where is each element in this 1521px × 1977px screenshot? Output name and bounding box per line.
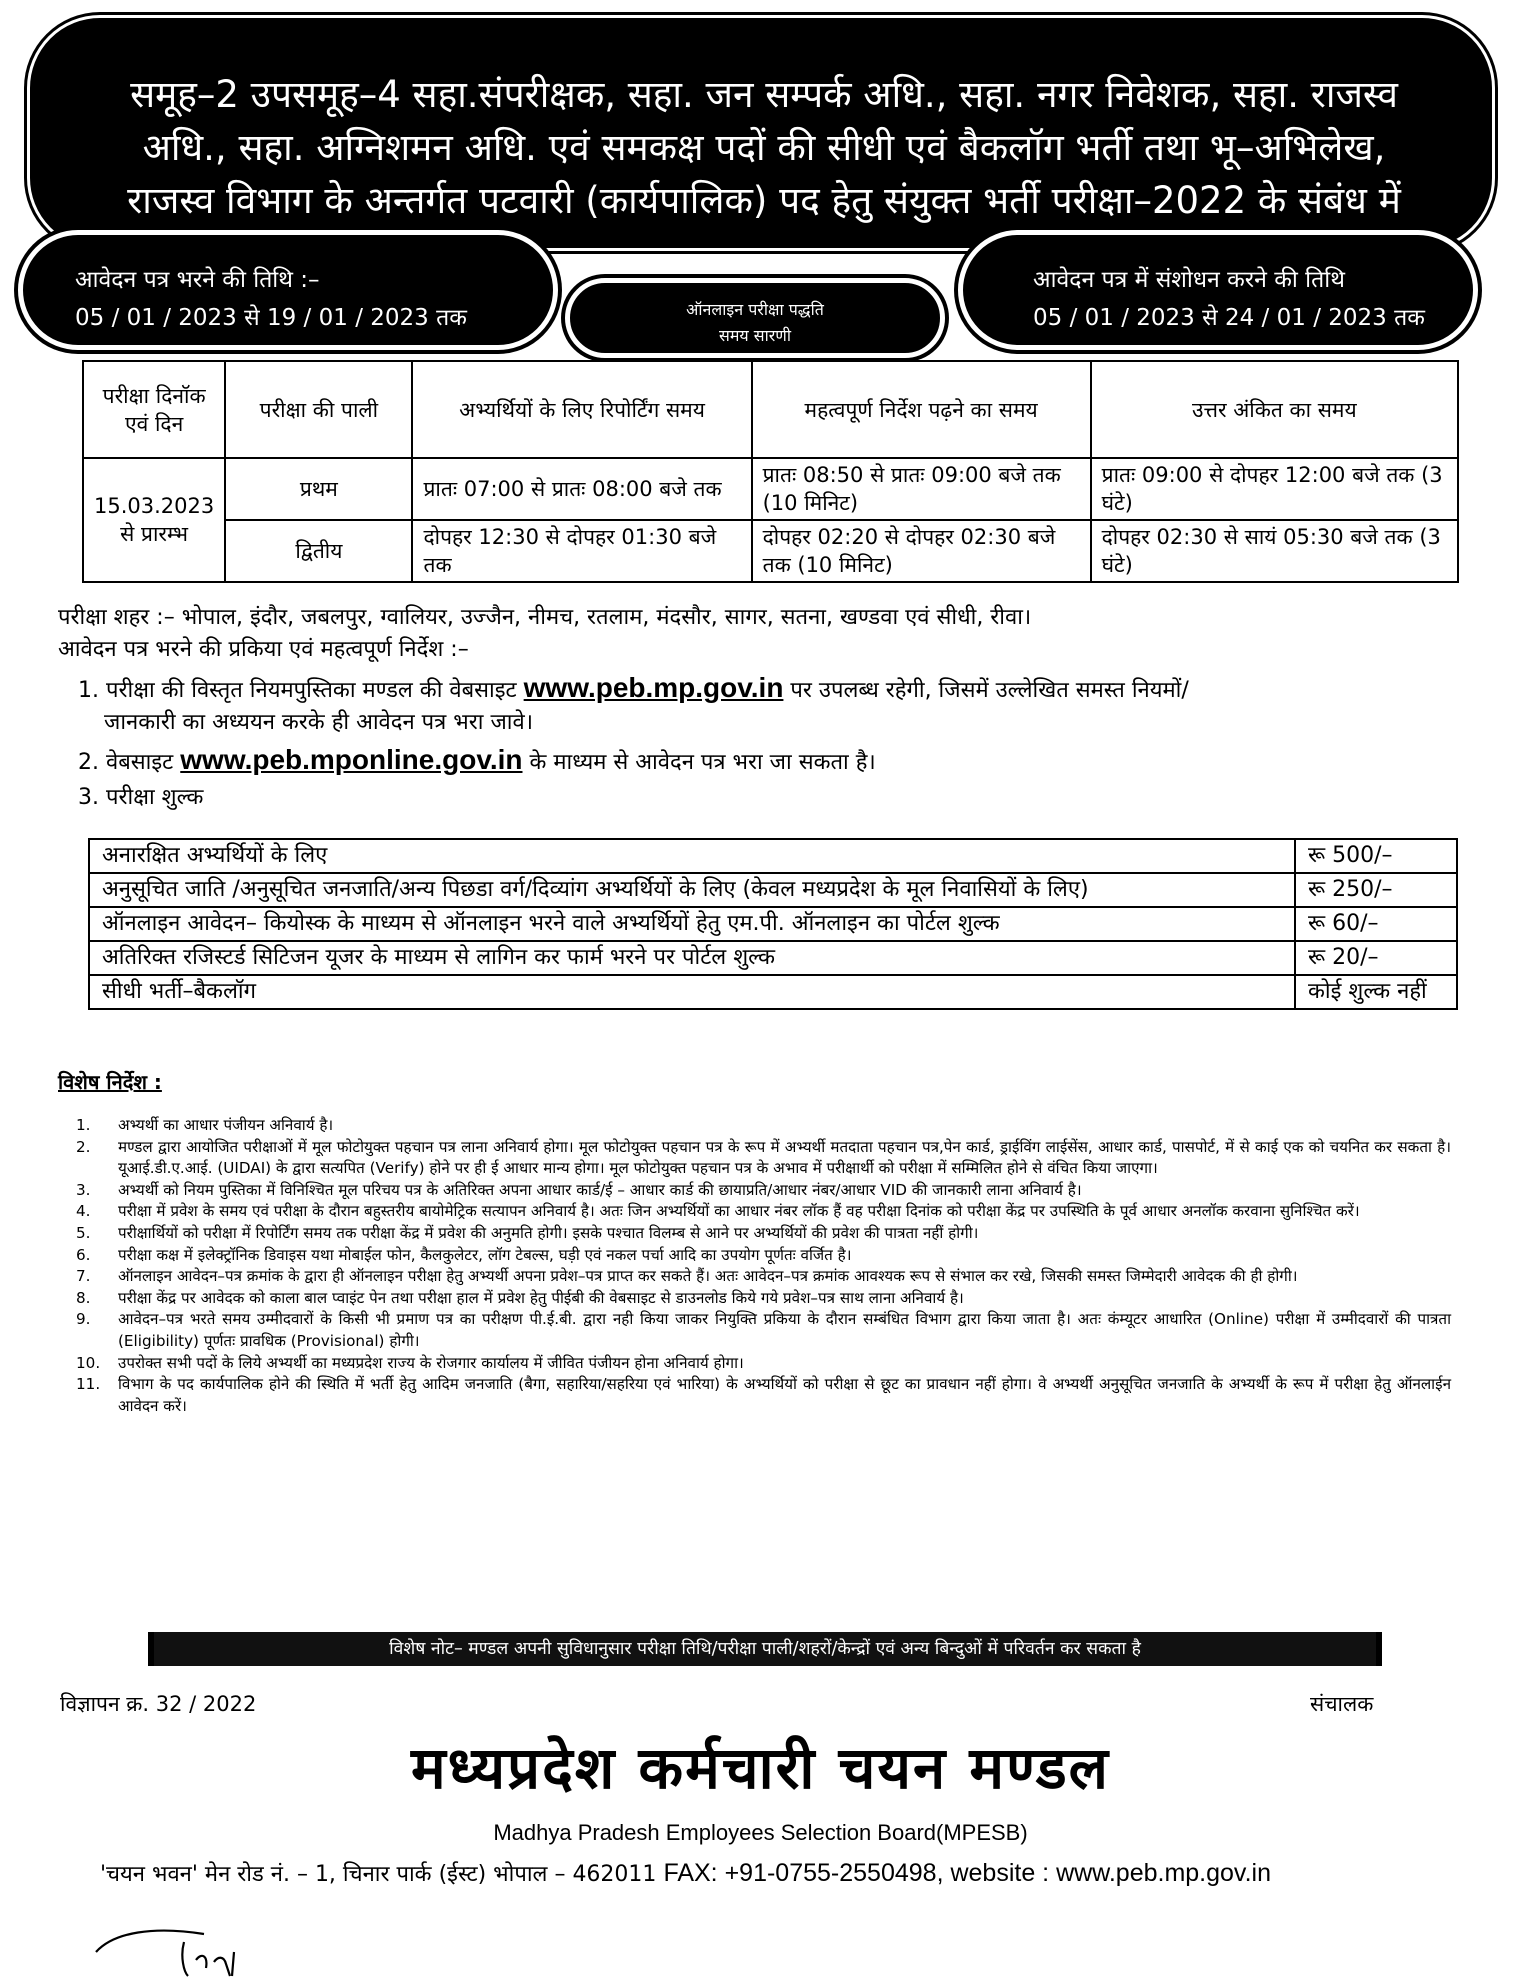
- list-item-num: 6.: [76, 1245, 91, 1264]
- list-item-num: 7.: [76, 1267, 91, 1286]
- list-item-text: परीक्षा कक्ष में इलेक्ट्रॉनिक डिवाइस यथा मोबाईल फोन, कैलकुलेटर, लॉग टेबल्स, घड़ी एवं नकल पर्चा आदि का उपयोग पूर्णतः वर्जित है।: [118, 1245, 852, 1264]
- list-item-num: 4.: [76, 1202, 91, 1221]
- address-contact: FAX: +91-0755-2550498, website : www.peb.mp.gov.in: [663, 1859, 1271, 1887]
- table-row: [89, 907, 1457, 941]
- application-dates-range: 05 / 01 / 2023 से 19 / 01 / 2023 तक: [75, 305, 467, 331]
- list-item-num: 8.: [76, 1288, 91, 1307]
- board-name-english: Madhya Pradesh Employees Selection Board(MPESB): [493, 1820, 1028, 1845]
- list-item: [76, 1288, 1451, 1310]
- list-item-text: परीक्षा केंद्र पर आवेदक को काला बाल प्वाइंट पेन तथा परीक्षा हाल में प्रवेश हेतु पीईबी की वेबसाइट से डाउनलोड किये गये प्रवेश–पत्र साथ लाना अनिवार्य है।: [118, 1288, 964, 1307]
- list-item: [76, 1374, 1451, 1417]
- signature-icon: [84, 1912, 284, 1977]
- list-item: [76, 1180, 1451, 1202]
- application-dates-label: आवेदन पत्र भरने की तिथि :–: [75, 267, 320, 293]
- list-item: [76, 1266, 1451, 1288]
- table-row: [83, 458, 1458, 520]
- fee-amount-cell: रू 500/–: [1295, 839, 1457, 873]
- director-label: संचालक: [1310, 1692, 1374, 1716]
- exam-mode-line2: समय सारणी: [719, 326, 791, 345]
- list-item: [76, 1137, 1451, 1180]
- mponline-website-link[interactable]: www.peb.mponline.gov.in: [180, 744, 523, 775]
- process-item-2-text: वेबसाइट: [106, 750, 174, 775]
- list-item-num: 2.: [76, 1137, 91, 1156]
- reporting-time-cell: प्रातः 07:00 से प्रातः 08:00 बजे तक: [412, 458, 751, 520]
- fee-amount-cell: कोई शुल्क नहीं: [1295, 975, 1457, 1009]
- list-item-num: 10.: [76, 1353, 101, 1372]
- table-row: [89, 941, 1457, 975]
- schedule-header-date: परीक्षा दिनॉक एवं दिन: [83, 361, 225, 458]
- list-item: [76, 1201, 1451, 1223]
- list-item-text: परीक्षा में प्रवेश के समय एवं परीक्षा के दौरान बहुस्तरीय बायोमेट्रिक सत्यापन अनिवार्य है। अतः जिन अभ्यर्थियों का आधार नंबर लॉक हैं वह परीक्षा दिनांक को परीक्षा केंद्र पर उपस्थिति के पूर्व आधार अनलॉक करवाना सुनिश्चित करें।: [118, 1202, 1360, 1221]
- peb-website-link[interactable]: www.peb.mp.gov.in: [523, 672, 784, 703]
- fee-category-cell: ऑनलाइन आवेदन– कियोस्क के माध्यम से ऑनलाइन भरने वाले अभ्यर्थियों हेतु एम.पी. ऑनलाइन का पोर्टल शुल्क: [89, 907, 1295, 941]
- process-item-3-num: 3.: [78, 785, 99, 810]
- advertisement-number: विज्ञापन क्र. 32 / 2022: [60, 1692, 257, 1716]
- exam-date-cell: 15.03.2023 से प्रारम्भ: [83, 458, 225, 582]
- process-item-2: [78, 745, 876, 778]
- list-item-text: अभ्यर्थी को नियम पुस्तिका में विनिश्चित मूल परिचय पत्र के अतिरिक्त अपना आधार कार्ड/ई – आधार कार्ड की छायाप्रति/आधार नंबर/आधार VID की जानकारी लाना अनिवार्य है।: [118, 1180, 1082, 1199]
- fee-category-cell: अतिरिक्त रजिस्टर्ड सिटिजन यूजर के माध्यम से लागिन कर फार्म भरने पर पोर्टल शुल्क: [89, 941, 1295, 975]
- fee-category-cell: सीधी भर्ती–बैकलॉग: [89, 975, 1295, 1009]
- board-name-hindi: मध्यप्रदेश कर्मचारी चयन मण्डल: [410, 1734, 1111, 1802]
- process-item-2-num: 2.: [78, 750, 99, 775]
- list-item: [76, 1309, 1451, 1352]
- exam-mode-line1: ऑनलाइन परीक्षा पद्धति: [686, 300, 824, 319]
- schedule-header-answer: उत्तर अंकित का समय: [1091, 361, 1458, 458]
- list-item-text: विभाग के पद कार्यपालिक होने की स्थिति में भर्ती हेतु आदिम जनजाति (बैगा, सहारिया/सहरिया एवं भारिया) के अभ्यर्थियों को परीक्षा से छूट का प्रावधान नहीं होगा। वे अभ्यर्थी अनुसूचित जनजाति के अभ्यर्थी के रूप में परीक्षा हेतु ऑनलाईन आवेदन करें।: [118, 1375, 1451, 1415]
- list-item-text: मण्डल द्वारा आयोजित परीक्षाओं में मूल फोटोयुक्त पहचान पत्र लाना अनिवार्य होगा। मूल फोटोयुक्त पहचान पत्र के रूप में अभ्यर्थी मतदाता पहचान पत्र,पेन कार्ड, ड्राईविंग लाईसेंस, आधार कार्ड, पासपोर्ट, में से काई एक को चयनित कर सकता है। यूआई.डी.ए.आई. (UIDAI) के द्वारा सत्यपित (Verify) होने पर ही ई आधार मान्य होगा। मूल फोटोयुक्त पहचान पत्र के अभाव में परीक्षार्थी को परीक्षा में सम्मिलित होने से वंचित किया जाएगा।: [118, 1137, 1451, 1178]
- correction-dates-box: [958, 230, 1478, 350]
- notice-title: समूह–2 उपसमूह–4 सहा.संपरीक्षक, सहा. जन सम्पर्क अधि., सहा. नगर निवेशक, सहा. राजस्व अधि., सहा. अग्निशमन अधि. एवं समकक्ष पदों की सीधी एवं बैकलॉग भर्ती तथा भू–अभिलेख, राजस्व विभाग के अन्तर्गत पटवारी (कार्यपालिक) पद हेतु संयुक्त भर्ती परीक्षा–2022 के संबंध में: [127, 73, 1401, 222]
- shift-cell: द्वितीय: [225, 520, 412, 582]
- reporting-time-cell: दोपहर 12:30 से दोपहर 01:30 बजे तक: [412, 520, 751, 582]
- list-item-text: ऑनलाइन आवेदन–पत्र क्रमांक के द्वारा ही ऑनलाइन परीक्षा हेतु अभ्यर्थी अपना प्रवेश–पत्र प्राप्त कर सकते हैं। अतः आवेदन–पत्र क्रमांक आवश्यक रूप से संभाल कर रखे, जिसकी समस्त जिम्मेदारी आवेदक की ही होगी।: [118, 1267, 1298, 1286]
- instruction-time-cell: दोपहर 02:20 से दोपहर 02:30 बजे तक (10 मिनिट): [752, 520, 1091, 582]
- list-item-num: 11.: [76, 1375, 101, 1394]
- fee-amount-cell: रू 60/–: [1295, 907, 1457, 941]
- special-note-banner: विशेष नोट– मण्डल अपनी सुविधानुसार परीक्षा तिथि/परीक्षा पाली/शहरों/केन्द्रों एवं अन्य बिन्दुओं में परिवर्तन कर सकता है: [148, 1632, 1382, 1666]
- process-item-1-text: परीक्षा की विस्तृत नियमपुस्तिका मण्डल की वेबसाइट: [106, 678, 517, 703]
- process-item-1: [78, 673, 1189, 706]
- list-item-text: परीक्षार्थियों को परीक्षा में रिपोर्टिंग समय तक परीक्षा केंद्र में प्रवेश की अनुमति होगी। इसके पश्चात विलम्ब से आने पर अभ्यर्थियों की प्रवेश की पात्रता नहीं होगी।: [118, 1223, 979, 1242]
- answer-time-cell: प्रातः 09:00 से दोपहर 12:00 बजे तक (3 घंटे): [1091, 458, 1458, 520]
- fee-amount-cell: रू 20/–: [1295, 941, 1457, 975]
- list-item-text: उपरोक्त सभी पदों के लिये अभ्यर्थी का मध्यप्रदेश राज्य के रोजगार कार्यालय में जीवित पंजीयन होना अनिवार्य होगा।: [118, 1353, 744, 1372]
- list-item: [76, 1223, 1451, 1245]
- list-item: [76, 1353, 1451, 1375]
- list-item-num: 1.: [76, 1116, 91, 1134]
- schedule-header-instructions: महत्वपूर्ण निर्देश पढ़ने का समय: [752, 361, 1091, 458]
- table-row: [89, 975, 1457, 1009]
- fee-amount-cell: रू 250/–: [1295, 873, 1457, 907]
- list-item-text: अभ्यर्थी का आधार पंजीयन अनिवार्य है।: [118, 1116, 334, 1134]
- fee-category-cell: अनारक्षित अभ्यर्थियों के लिए: [89, 839, 1295, 873]
- correction-dates-range: 05 / 01 / 2023 से 24 / 01 / 2023 तक: [1033, 305, 1425, 331]
- list-item-num: 9.: [76, 1310, 91, 1329]
- schedule-header-reporting: अभ्यर्थियों के लिए रिपोर्टिंग समय: [412, 361, 751, 458]
- process-item-2-text-cont: के माध्यम से आवेदन पत्र भरा जा सकता है।: [529, 750, 876, 775]
- special-instructions-heading: विशेष निर्देश :: [58, 1070, 162, 1094]
- exam-mode-box: [565, 278, 945, 358]
- exam-fees-table: [88, 838, 1458, 1010]
- fee-category-cell: अनुसूचित जाति /अनुसूचित जनजाति/अन्य पिछडा वर्ग/दिव्यांग अभ्यर्थियों के लिए (केवल मध्यप्रदेश के मूल निवासियों के लिए): [89, 873, 1295, 907]
- table-row: [83, 520, 1458, 582]
- list-item-num: 3.: [76, 1180, 91, 1199]
- notice-header: [30, 18, 1492, 248]
- shift-cell: प्रथम: [225, 458, 412, 520]
- table-row: [89, 839, 1457, 873]
- list-item: [76, 1115, 1451, 1137]
- address-hindi: 'चयन भवन' मेन रोड नं. – 1, चिनार पार्क (ईस्ट) भोपाल – 462011: [100, 1862, 657, 1887]
- table-row: [89, 873, 1457, 907]
- process-item-3: [78, 783, 203, 813]
- process-item-3-text: परीक्षा शुल्क: [106, 785, 204, 810]
- process-item-1-line2: जानकारी का अध्ययन करके ही आवेदन पत्र भरा जावे।: [104, 710, 534, 735]
- list-item: [76, 1245, 1451, 1267]
- process-heading: आवेदन पत्र भरने की प्रकिया एवं महत्वपूर्ण निर्देश :–: [58, 637, 469, 662]
- exam-schedule-table: [82, 360, 1459, 583]
- list-item-text: आवेदन–पत्र भरते समय उम्मीदवारों के किसी भी प्रमाण पत्र का परीक्षण पी.ई.बी. द्वारा नही किया जाकर नियुक्ति प्रकिया के दौरान सम्बंधित विभाग द्वारा किया जाता है। अतः कंम्यूटर आधारित (Online) परीक्षा में उम्मीदवारों की पात्रता (Eligibility) पूर्णतः प्रावधिक (Provisional) होगी।: [118, 1310, 1451, 1350]
- correction-dates-label: आवेदन पत्र में संशोधन करने की तिथि: [1033, 267, 1345, 293]
- board-address: [100, 1858, 1271, 1888]
- process-item-1-text-cont: पर उपलब्ध रहेगी, जिसमें उल्लेखित समस्त नियमों/: [790, 678, 1189, 703]
- schedule-header-shift: परीक्षा की पाली: [225, 361, 412, 458]
- special-instructions-list: [76, 1115, 1451, 1417]
- exam-cities: परीक्षा शहर :– भोपाल, इंदौर, जबलपुर, ग्वालियर, उज्जैन, नीमच, रतलाम, मंदसौर, सागर, सतना, खण्डवा एवं सीधी, रीवा।: [58, 605, 1032, 630]
- list-item-num: 5.: [76, 1223, 91, 1242]
- schedule-header-row: [83, 361, 1458, 458]
- application-dates-box: [18, 230, 558, 350]
- process-item-1-num: 1.: [78, 678, 99, 703]
- answer-time-cell: दोपहर 02:30 से सायं 05:30 बजे तक (3 घंटे): [1091, 520, 1458, 582]
- instruction-time-cell: प्रातः 08:50 से प्रातः 09:00 बजे तक (10 मिनिट): [752, 458, 1091, 520]
